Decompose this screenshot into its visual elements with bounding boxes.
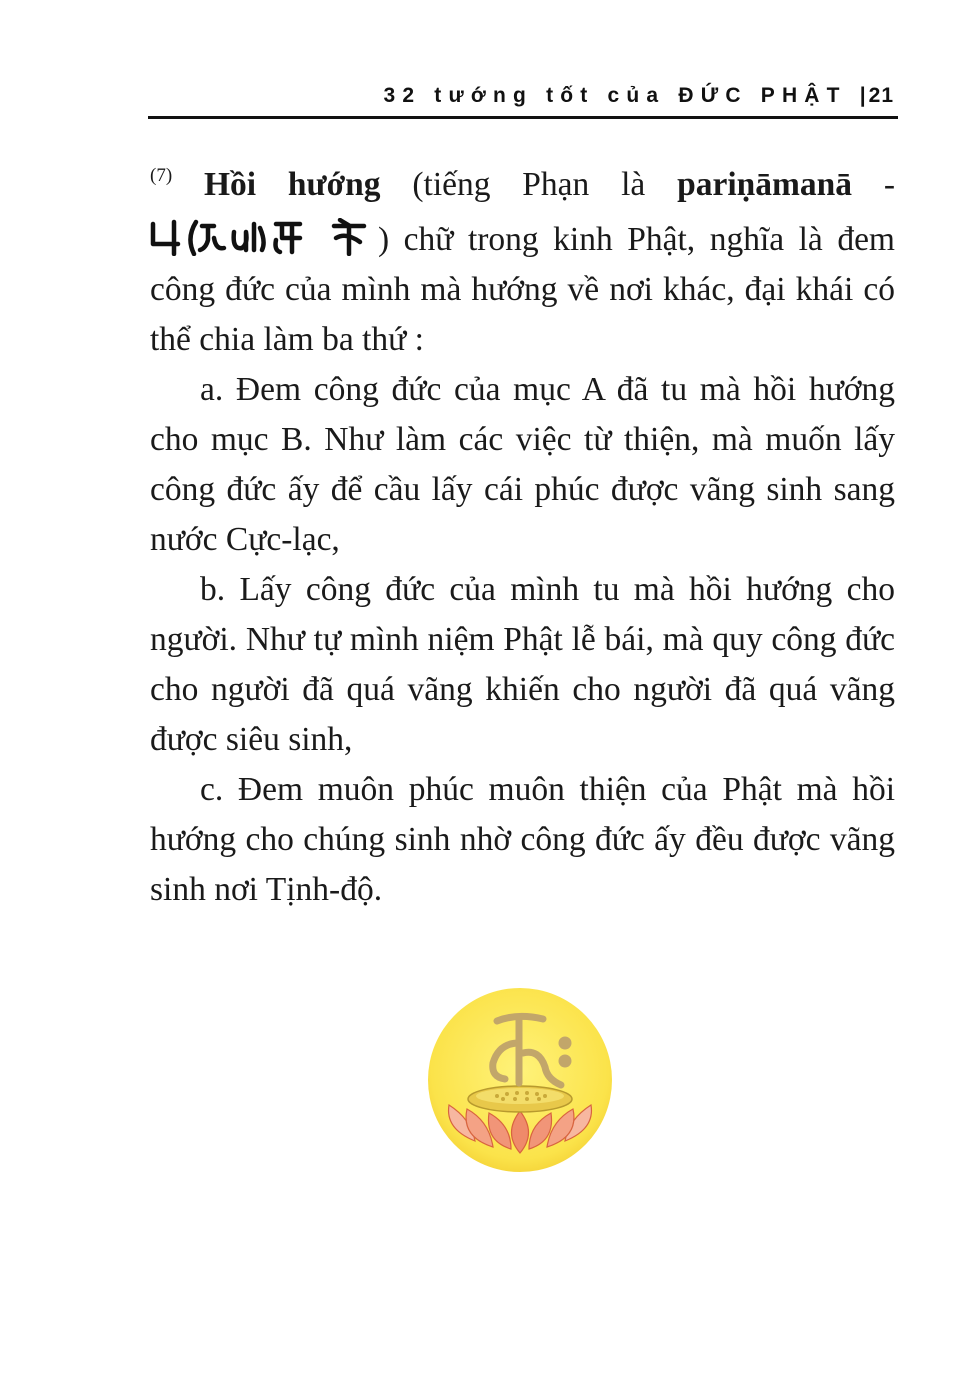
header-separator: | — [859, 84, 869, 107]
header-text — [383, 84, 894, 108]
intro-rest: ) chữ trong kinh Phật, nghĩa là đem công đức của mình mà hướng về nơi khác, đại khái có thể chia làm ba thứ : — [150, 221, 895, 358]
page-number: 21 — [868, 84, 894, 107]
running-header — [148, 80, 898, 119]
term-dash: - — [852, 166, 896, 203]
item-c: c. Đem muôn phúc muôn thiện của Phật mà hồi hướng cho chúng sinh nhờ công đức ấy đều được vãng sinh nơi Tịnh-độ. — [150, 771, 895, 908]
item-a: a. Đem công đức của mục A đã tu mà hồi hướng cho mục B. Như làm các việc từ thiện, mà muốn lấy công đức ấy để cầu lấy cái phúc được vãng sinh sang nước Cực-lạc, — [150, 371, 895, 558]
page-body — [150, 160, 895, 915]
sanskrit-term: pariṇāmanā — [677, 166, 853, 203]
footnote-marker: (7) — [150, 165, 173, 186]
intro-paragraph — [150, 160, 895, 365]
term-heading: Hồi hướng — [203, 166, 381, 203]
item-b: b. Lấy công đức của mình tu mà hồi hướng cho người. Như tự mình niệm Phật lễ bái, mà quy công đức cho người đã quá vãng khiến cho người đã quá vãng được siêu sinh, — [150, 571, 895, 758]
lotus-seed-syllable-icon — [427, 987, 613, 1173]
term-open: (tiếng Phạn là — [380, 166, 678, 203]
siddham-script-icon — [150, 218, 378, 256]
book-title: 32 tướng tốt của ĐỨC PHẬT — [383, 84, 847, 107]
